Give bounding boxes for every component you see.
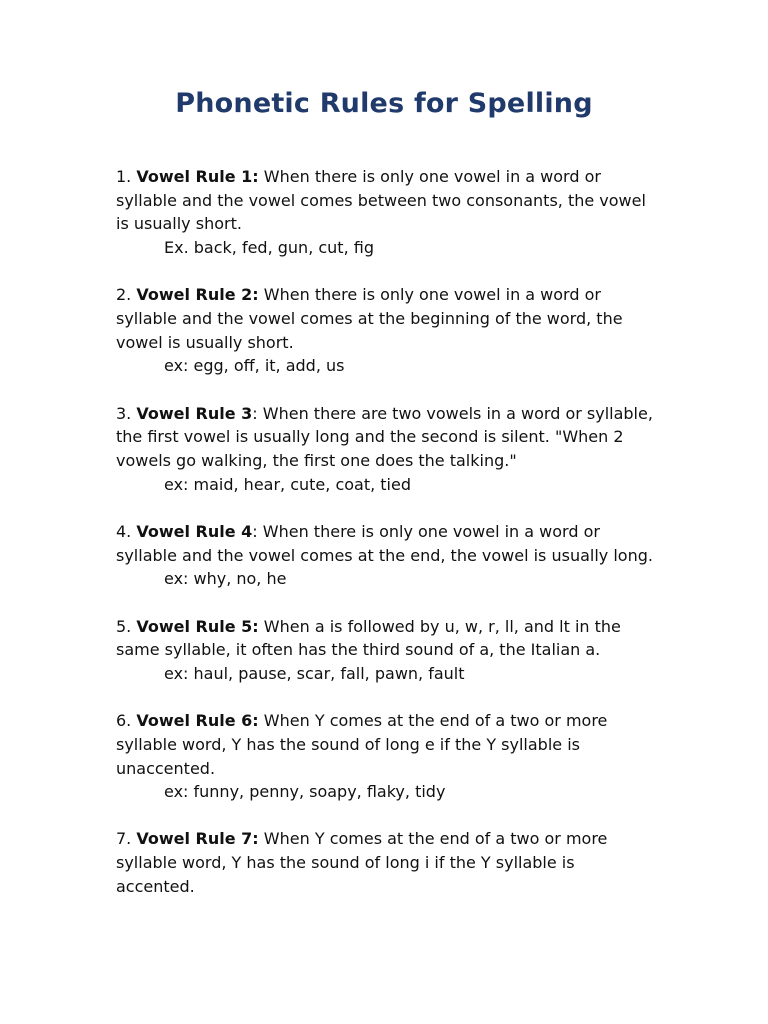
rule-7 [116, 827, 656, 898]
rule-text: When there is only one vowel in a word or syllable and the vowel comes between two consonants, the vowel is usually short. [116, 167, 646, 234]
rule-text: When Y comes at the end of a two or more syllable word, Y has the sound of long i if the Y syllable is accented. [116, 829, 608, 896]
rule-example: Ex. back, fed, gun, cut, fig [164, 238, 374, 258]
rule-label: Vowel Rule 4 [136, 521, 253, 541]
rule-2 [116, 283, 656, 378]
rule-label: Vowel Rule 7: [136, 829, 259, 849]
rule-example: ex: maid, hear, cute, coat, tied [164, 474, 411, 494]
rule-text: When a is followed by u, w, r, ll, and lt in the same syllable, it often has the third sound of a, the Italian a. [116, 616, 621, 660]
rule-3 [116, 402, 656, 497]
rule-4 [116, 520, 656, 591]
rules-list [116, 165, 656, 922]
rule-example: ex: funny, penny, soapy, flaky, tidy [164, 782, 446, 802]
rule-number: 1. [116, 167, 132, 186]
page-title: Phonetic Rules for Spelling [175, 88, 593, 119]
rule-label: Vowel Rule 6: [136, 711, 259, 731]
rule-text: : When there are two vowels in a word or syllable, the first vowel is usually long and the second is silent. "When 2 vowels go walking, the first one does the talking." [116, 403, 653, 471]
rule-example: ex: why, no, he [164, 569, 287, 589]
rule-text: : When there is only one vowel in a word or syllable and the vowel comes at the end, the vowel is usually long. [116, 521, 653, 565]
rule-number: 6. [116, 711, 132, 731]
rule-example: ex: egg, off, it, add, us [164, 356, 345, 376]
rule-label: Vowel Rule 2: [136, 285, 259, 305]
rule-5 [116, 615, 656, 686]
rule-number: 7. [116, 829, 132, 849]
rule-example: ex: haul, pause, scar, fall, pawn, fault [164, 663, 465, 683]
rule-label: Vowel Rule 5: [136, 616, 259, 636]
rule-6 [116, 709, 656, 804]
rule-text: When Y comes at the end of a two or more syllable word, Y has the sound of long e if the Y syllable is unaccented. [116, 711, 608, 778]
rule-number: 5. [116, 616, 132, 636]
rule-label: Vowel Rule 3 [136, 403, 253, 423]
rule-number: 3. [116, 403, 132, 423]
rule-number: 2. [116, 285, 132, 305]
rule-label: Vowel Rule 1: [136, 167, 259, 186]
rule-number: 4. [116, 521, 132, 541]
rule-1 [116, 165, 656, 260]
rule-text: When there is only one vowel in a word or syllable and the vowel comes at the beginning of the word, the vowel is usually short. [116, 285, 623, 352]
